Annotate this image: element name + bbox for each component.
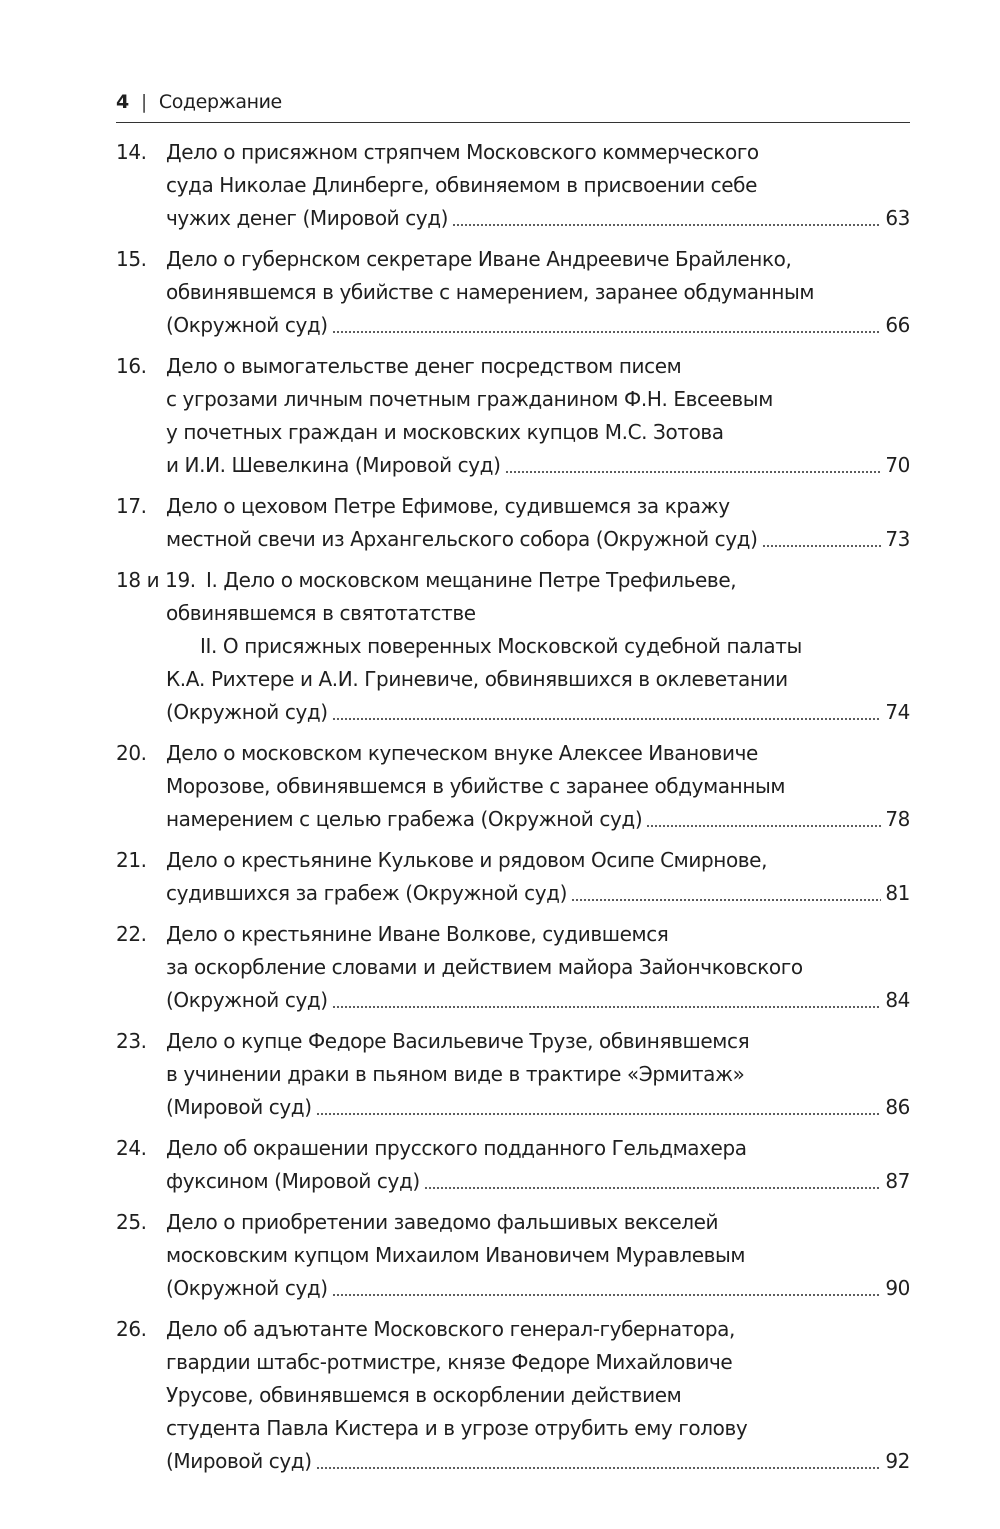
toc-entry-last-line xyxy=(116,984,910,1017)
toc-entry-number: 17. xyxy=(116,494,147,518)
toc-entry-last-line xyxy=(116,202,910,235)
toc-entry-line: в учинении драки в пьяном виде в трактире «Эрмитаж» xyxy=(166,1062,745,1086)
dot-leader xyxy=(452,224,881,226)
section-title: Содержание xyxy=(158,91,282,113)
toc-entry-text: местной свечи из Архангельского собора (Окружной суд) xyxy=(166,527,758,551)
toc-entry-number: 21. xyxy=(116,848,147,872)
toc-entry-text: (Окружной суд) xyxy=(166,988,328,1012)
dot-leader xyxy=(316,1113,882,1115)
toc-entry xyxy=(116,1025,910,1124)
toc-entry-page: 81 xyxy=(885,881,910,905)
toc-entry xyxy=(116,1206,910,1305)
toc-entry-last-line xyxy=(116,309,910,342)
toc-entry-line: I. Дело о московском мещанине Петре Трефильеве, xyxy=(206,568,737,592)
page-number: 4 xyxy=(116,91,129,113)
toc-entry-last-line xyxy=(116,877,910,910)
toc-entry-line: Дело о цеховом Петре Ефимове, судившемся за кражу xyxy=(166,494,730,518)
toc-entry xyxy=(116,1132,910,1198)
dot-leader xyxy=(332,1006,882,1008)
toc-entry-number: 14. xyxy=(116,140,147,164)
toc-entry-line: за оскорбление словами и действием майора Зайончковского xyxy=(166,955,803,979)
toc-entry-line: Дело о присяжном стряпчем Московского коммерческого xyxy=(166,140,759,164)
toc-entry xyxy=(116,136,910,235)
toc-entry-number: 22. xyxy=(116,922,147,946)
toc-entry-page: 78 xyxy=(885,807,910,831)
toc-entry-page: 90 xyxy=(885,1276,910,1300)
dot-leader xyxy=(762,545,882,547)
toc-entry-text: судившихся за грабеж (Окружной суд) xyxy=(166,881,567,905)
dot-leader xyxy=(505,471,882,473)
toc-entry-page: 70 xyxy=(885,453,910,477)
toc-entry-last-line xyxy=(116,696,910,729)
dot-leader xyxy=(332,331,882,333)
dot-leader xyxy=(316,1467,882,1469)
toc-entry-page: 92 xyxy=(885,1449,910,1473)
toc-entry-last-line xyxy=(116,523,910,556)
toc-entry-number: 16. xyxy=(116,354,147,378)
toc-entry-line: суда Николае Длинберге, обвиняемом в присвоении себе xyxy=(166,173,758,197)
toc-entry-line: московским купцом Михаилом Ивановичем Муравлевым xyxy=(166,1243,746,1267)
toc-entry-text: (Мировой суд) xyxy=(166,1449,312,1473)
toc-entry-page: 87 xyxy=(885,1169,910,1193)
dot-leader xyxy=(424,1187,882,1189)
toc-entry-last-line xyxy=(116,803,910,836)
toc-entry-text: (Мировой суд) xyxy=(166,1095,312,1119)
header-separator: | xyxy=(140,91,147,113)
toc-entry-page: 63 xyxy=(885,206,910,230)
toc-entry-line: с угрозами личным почетным гражданином Ф.Н. Евсеевым xyxy=(166,387,773,411)
toc-entry-line: Дело о губернском секретаре Иване Андреевиче Брайленко, xyxy=(166,247,792,271)
toc-entry-number: 23. xyxy=(116,1029,147,1053)
toc-entry xyxy=(116,564,910,729)
toc-entry-line: обвинявшемся в убийстве с намерением, заранее обдуманным xyxy=(166,280,815,304)
toc-entry xyxy=(116,1313,910,1478)
toc-entry xyxy=(116,844,910,910)
toc-entry-text: (Окружной суд) xyxy=(166,1276,328,1300)
toc-entry xyxy=(116,490,910,556)
toc-entry-page: 74 xyxy=(885,700,910,724)
toc-entry-last-line xyxy=(116,449,910,482)
toc-entry-line: Урусове, обвинявшемся в оскорблении действием xyxy=(166,1383,682,1407)
toc-entry-text: намерением с целью грабежа (Окружной суд) xyxy=(166,807,643,831)
toc-entry-line: гвардии штабс-ротмистре, князе Федоре Михайловиче xyxy=(166,1350,733,1374)
toc-entry-page: 66 xyxy=(885,313,910,337)
toc-entry-line: Дело о купце Федоре Васильевиче Трузе, обвинявшемся xyxy=(166,1029,750,1053)
toc-entry-text: фуксином (Мировой суд) xyxy=(166,1169,420,1193)
toc-entry-line: Дело о крестьянине Кулькове и рядовом Осипе Смирнове, xyxy=(166,848,768,872)
dot-leader xyxy=(332,718,882,720)
dot-leader xyxy=(571,899,881,901)
toc-entry xyxy=(116,350,910,482)
toc-entry-line: Дело о приобретении заведомо фальшивых векселей xyxy=(166,1210,719,1234)
toc-entry-page: 86 xyxy=(885,1095,910,1119)
toc-entry-line: Дело об адъютанте Московского генерал-губернатора, xyxy=(166,1317,735,1341)
toc-entry-number: 20. xyxy=(116,741,147,765)
toc-entry-line: Дело о вымогательстве денег посредством писем xyxy=(166,354,682,378)
toc-entry-line: Дело о московском купеческом внуке Алексее Ивановиче xyxy=(166,741,758,765)
toc-entry-last-line xyxy=(116,1091,910,1124)
toc-entry xyxy=(116,243,910,342)
toc-entry-line: Морозове, обвинявшемся в убийстве с заранее обдуманным xyxy=(166,774,786,798)
running-head xyxy=(116,88,910,123)
toc-entry-line: студента Павла Кистера и в угрозе отрубить ему голову xyxy=(166,1416,748,1440)
toc-entry-page: 84 xyxy=(885,988,910,1012)
toc-entry xyxy=(116,918,910,1017)
toc-entry-number: 18 и 19. xyxy=(116,568,196,592)
toc-entry-page: 73 xyxy=(885,527,910,551)
toc-entry-number: 26. xyxy=(116,1317,147,1341)
toc-entry-line: Дело об окрашении прусского подданного Гельдмахера xyxy=(166,1136,747,1160)
dot-leader xyxy=(332,1294,882,1296)
toc-entry-text: (Окружной суд) xyxy=(166,313,328,337)
toc-entry-text: (Окружной суд) xyxy=(166,700,328,724)
dot-leader xyxy=(646,825,881,827)
toc-entry-line: II. О присяжных поверенных Московской судебной палаты xyxy=(200,634,802,658)
toc-entry-number: 24. xyxy=(116,1136,147,1160)
toc-entry-last-line xyxy=(116,1445,910,1478)
toc-entry-text: чужих денег (Мировой суд) xyxy=(166,206,449,230)
toc-entry-number: 25. xyxy=(116,1210,147,1234)
toc-entry-last-line xyxy=(116,1165,910,1198)
toc-entry-number: 15. xyxy=(116,247,147,271)
toc-entry-line: К.А. Рихтере и А.И. Гриневиче, обвинявшихся в оклеветании xyxy=(166,667,788,691)
toc-entry-text: и И.И. Шевелкина (Мировой суд) xyxy=(166,453,501,477)
toc-entry-last-line xyxy=(116,1272,910,1305)
toc-entry-line: у почетных граждан и московских купцов М.С. Зотова xyxy=(166,420,724,444)
toc-entry-line: Дело о крестьянине Иване Волкове, судившемся xyxy=(166,922,669,946)
toc-entry xyxy=(116,737,910,836)
table-of-contents xyxy=(116,136,910,1486)
toc-entry-line: обвинявшемся в святотатстве xyxy=(166,601,476,625)
